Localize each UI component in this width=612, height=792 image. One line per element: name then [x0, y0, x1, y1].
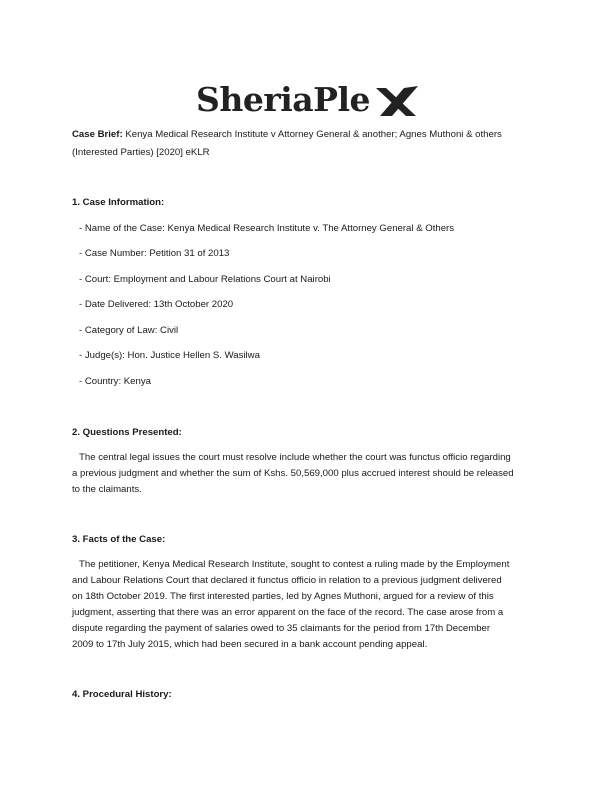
facts-paragraph-line-3: on 18th October 2019. The first interested parties, led by Agnes Muthoni, argued for a review of this	[72, 591, 494, 602]
case-brief-title-1: Kenya Medical Research Institute v Attorney General & another; Agnes Muthoni & others	[125, 129, 502, 140]
section-heading-case-information: 1. Case Information:	[72, 197, 165, 208]
questions-paragraph-line-3: to the claimants.	[72, 484, 142, 495]
list-item-category: - Category of Law: Civil	[79, 325, 179, 336]
case-brief-label: Case Brief:	[72, 129, 123, 140]
list-item-judges: - Judge(s): Hon. Justice Hellen S. Wasilwa	[79, 350, 260, 361]
list-item-country: - Country: Kenya	[79, 376, 151, 387]
facts-paragraph-line-4: judgment, asserting that there was an error apparent on the face of the record. The case arose from a	[72, 607, 504, 618]
list-item-case-number: - Case Number: Petition 31 of 2013	[79, 248, 230, 259]
section-heading-facts: 3. Facts of the Case:	[72, 534, 166, 545]
sheriaplex-logo	[196, 80, 418, 120]
section-heading-questions-presented: 2. Questions Presented:	[72, 427, 182, 438]
logo-x-mark	[376, 86, 418, 116]
questions-paragraph-line-1: The central legal issues the court must resolve include whether the court was functus officio regarding	[79, 452, 511, 463]
case-brief-title-2: (Interested Parties) [2020] eKLR	[72, 147, 210, 158]
questions-paragraph-line-2: a previous judgment and whether the sum of Kshs. 50,569,000 plus accrued interest should be released	[72, 468, 514, 479]
list-item-court: - Court: Employment and Labour Relations Court at Nairobi	[79, 274, 331, 285]
list-item-date-delivered: - Date Delivered: 13th October 2020	[79, 299, 234, 310]
facts-paragraph-line-1: The petitioner, Kenya Medical Research Institute, sought to contest a ruling made by the Employment	[79, 559, 510, 570]
facts-paragraph-line-2: and Labour Relations Court that declared it functus officio in relation to a previous judgment delivered	[72, 575, 502, 586]
facts-paragraph-line-5: dispute regarding the payment of salaries owed to 35 claimants for the period from 17th December	[72, 623, 491, 634]
logo-text: SheriaPle	[196, 80, 370, 119]
facts-paragraph-line-6: 2009 to 17th July 2015, which had been secured in a bank account pending appeal.	[72, 639, 428, 650]
list-item-case-name: - Name of the Case: Kenya Medical Research Institute v. The Attorney General & Others	[79, 223, 455, 234]
section-heading-procedural-history: 4. Procedural History:	[72, 689, 172, 700]
case-brief-line-1	[72, 127, 542, 143]
